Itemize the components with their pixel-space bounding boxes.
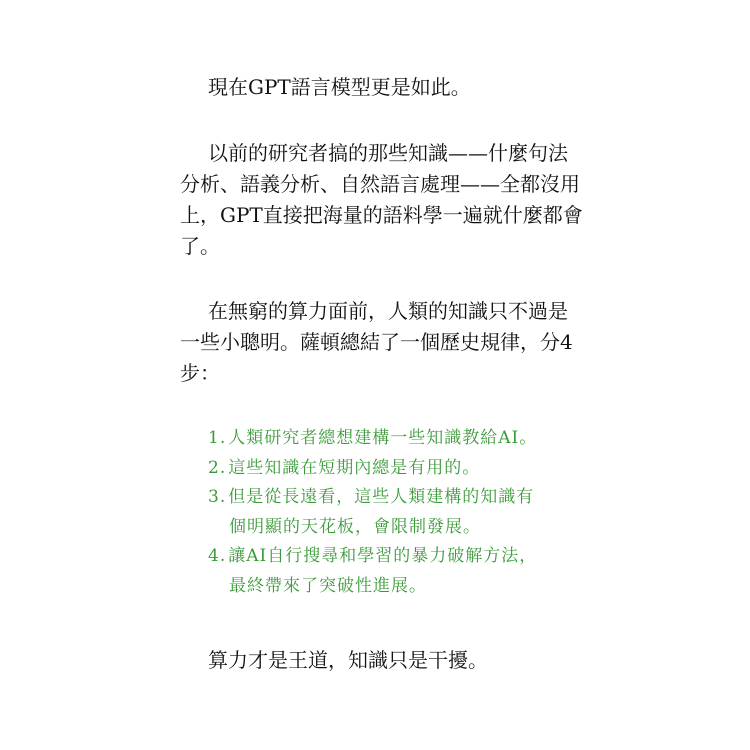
paragraph-4 [180, 645, 580, 676]
list-item-continuation: 個明顯的天花板，會限制發展。 [229, 516, 481, 537]
paragraph-1 [180, 72, 580, 103]
paragraph-line: 一些小聰明。薩頓總結了一個歷史規律，分4 [180, 330, 573, 354]
list-item [208, 424, 588, 454]
list-item-text: 但是從長遠看，這些人類建構的知識有 [228, 487, 535, 507]
list-item-text: 這些知識在短期內總是有用的。 [228, 457, 481, 478]
list-item-text: 人類研究者總想建構一些知識教給AI。 [228, 428, 538, 448]
paragraph-3 [180, 296, 580, 389]
paragraph-line: 上，GPT直接把海量的語料學一遍就什麼都會 [180, 203, 583, 227]
list-item-continuation: 最終帶來了突破性進展。 [229, 575, 427, 596]
paragraph-line: 步： [180, 361, 220, 385]
paragraph-line: 了。 [180, 234, 220, 258]
paragraph-line: 現在GPT語言模型更是如此。 [208, 75, 471, 99]
list-number: 2. [208, 457, 227, 478]
list-number: 4. [208, 546, 227, 566]
list-item [208, 483, 588, 513]
paragraph-line: 在無窮的算力面前，人類的知識只不過是 [208, 299, 568, 323]
numbered-list [208, 424, 588, 601]
paragraph-line: 分析、語義分析、自然語言處理——全都沒用 [180, 172, 580, 196]
paragraph-2 [180, 138, 583, 262]
list-item [208, 542, 588, 572]
paragraph-line: 算力才是王道，知識只是干擾。 [208, 648, 488, 672]
list-number: 3. [208, 487, 227, 507]
list-number: 1. [208, 428, 227, 448]
list-item-text: 讓AI自行搜尋和學習的暴力破解方法， [228, 546, 538, 566]
paragraph-line: 以前的研究者搞的那些知識——什麼句法 [208, 141, 568, 165]
list-item [208, 454, 588, 484]
